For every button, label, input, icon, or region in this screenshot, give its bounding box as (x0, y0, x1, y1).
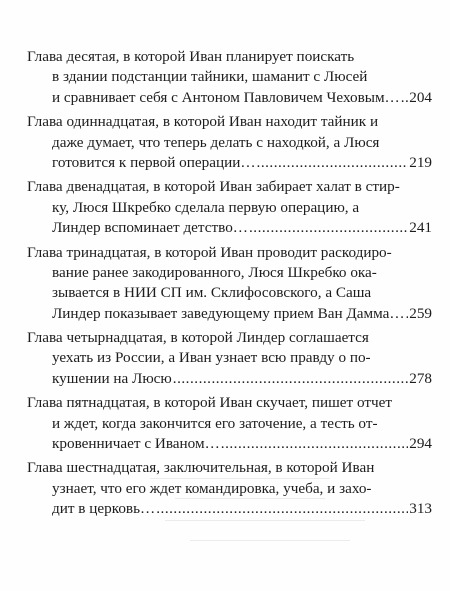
toc-line-text: дит в церковь… (52, 500, 156, 518)
bleed-through-mark (165, 520, 365, 521)
toc-entry-line (27, 67, 432, 87)
toc-page-number: 259 (409, 304, 432, 322)
toc-entry-line (27, 198, 432, 218)
toc-entry (27, 243, 432, 325)
toc-entry-line (27, 458, 432, 478)
toc-entry-line (27, 328, 432, 348)
toc-line-text: готовится к первой операции… (52, 153, 256, 171)
toc-line-text: вание ранее закодированного, Люся Шкребко ока- (52, 263, 377, 281)
toc-line-text: Глава одиннадцатая, в которой Иван находит тайник и (27, 113, 379, 131)
toc-entry-line (27, 414, 432, 434)
toc-page-number: 278 (409, 369, 432, 387)
toc-line-text: даже думает, что теперь делать с находкой, а Люся (52, 133, 380, 151)
toc-page-number: 294 (409, 435, 432, 453)
toc-entry (27, 328, 432, 389)
toc-entry (27, 47, 432, 108)
toc-entry-last-line (27, 434, 432, 454)
toc-entry-last-line (27, 369, 432, 389)
toc-line-text: Глава тринадцатая, в которой Иван проводит раскодиро- (27, 243, 392, 261)
toc-line-text: кровенничает с Иваном… (52, 435, 220, 453)
toc-entry-line (27, 263, 432, 283)
toc-line-text: в здании подстанции тайники, шаманит с Люсей (52, 68, 368, 86)
toc-line-text: узнает, что его ждет командировка, учеба, и захо- (52, 479, 372, 497)
dot-leader (173, 369, 408, 389)
toc-entry (27, 112, 432, 173)
bleed-through-mark (190, 540, 350, 541)
toc-entry (27, 177, 432, 238)
dot-leader (249, 218, 408, 238)
toc-entry-line (27, 177, 432, 197)
toc-page-number: 313 (409, 500, 432, 518)
toc-entry (27, 393, 432, 454)
toc-line-text: Глава шестнадцатая, заключительная, в которой Иван (27, 459, 375, 477)
toc-line-text: Глава четырнадцатая, в которой Линдер соглашается (27, 329, 369, 347)
bleed-through-mark (150, 478, 330, 479)
dot-leader (406, 304, 409, 324)
toc-entry-line (27, 348, 432, 368)
toc-page-number: 241 (409, 219, 432, 237)
dot-leader (221, 434, 408, 454)
toc-entry-line (27, 112, 432, 132)
dot-leader (257, 153, 409, 173)
dot-leader (156, 499, 408, 519)
table-of-contents (27, 47, 432, 524)
toc-page-number: 219 (409, 153, 432, 171)
toc-line-text: кушении на Люсю (52, 369, 172, 387)
toc-entry (27, 458, 432, 519)
toc-line-text: Линдер вспоминает детство… (52, 219, 248, 237)
toc-entry-last-line (27, 218, 432, 238)
toc-page-number: 204 (409, 88, 432, 106)
toc-entry-line (27, 243, 432, 263)
toc-line-text: и ждет, когда закончится его заточение, а тесть от- (52, 414, 378, 432)
toc-entry-line (27, 133, 432, 153)
toc-entry-line (27, 283, 432, 303)
toc-entry-last-line (27, 153, 432, 173)
toc-line-text: Глава десятая, в которой Иван планирует поискать (27, 48, 355, 65)
toc-entry-line (27, 393, 432, 413)
toc-entry-last-line (27, 304, 432, 324)
toc-line-text: ку, Люся Шкребко сделала первую операцию, а (52, 198, 360, 216)
toc-line-text: уехать из России, а Иван узнает всю правду о по- (52, 349, 371, 367)
toc-line-text: зывается в НИИ СП им. Склифосовского, а Саша (52, 284, 372, 302)
toc-entry-last-line (27, 499, 432, 519)
toc-entry-line (27, 47, 432, 67)
toc-entry-last-line (27, 88, 432, 108)
toc-entry-line (27, 479, 432, 499)
toc-line-text: Глава двенадцатая, в которой Иван забирает халат в стир- (27, 178, 400, 196)
bleed-through-mark (175, 498, 325, 499)
toc-line-text: Линдер показывает заведующему прием Ван Дамма… (52, 304, 405, 322)
toc-line-text: и сравнивает себя с Антоном Павловичем Чеховым… (52, 88, 400, 106)
dot-leader (401, 88, 408, 108)
toc-line-text: Глава пятнадцатая, в которой Иван скучает, пишет отчет (27, 394, 393, 412)
